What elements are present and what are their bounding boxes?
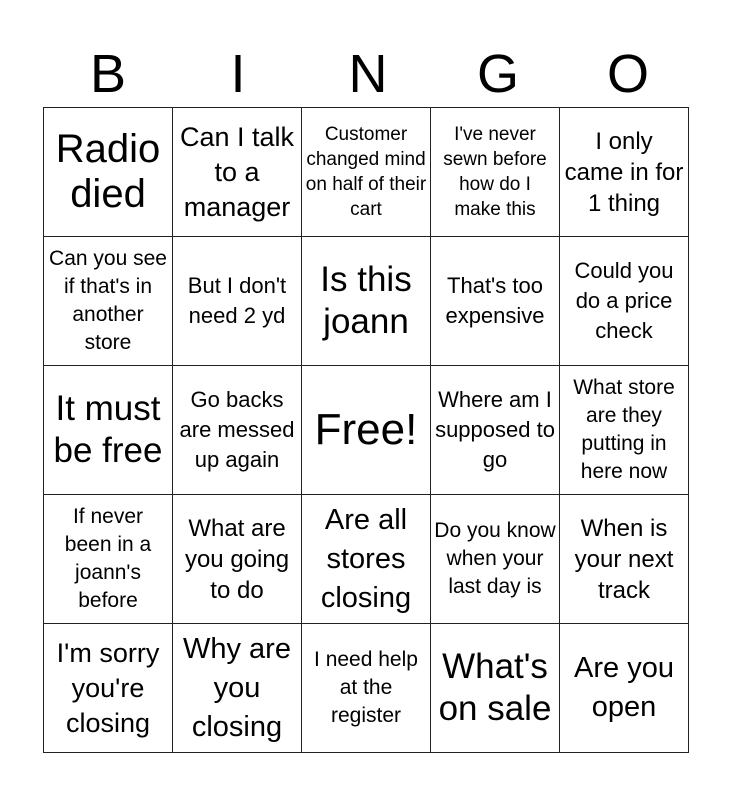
cell-text: I only came in for 1 thing <box>564 127 684 217</box>
board-row <box>44 495 689 624</box>
bingo-cell[interactable] <box>173 495 302 624</box>
bingo-cell[interactable] <box>173 108 302 237</box>
cell-text: I'm sorry you're closing <box>56 637 160 738</box>
cell-text: If never been in a joann's before <box>64 505 152 612</box>
bingo-cell[interactable] <box>560 624 689 753</box>
bingo-cell[interactable] <box>302 624 431 753</box>
header-letter-i: I <box>230 44 246 104</box>
cell-text: Are all stores closing <box>320 503 412 614</box>
cell-text: I've never sewn before how do I make this <box>443 124 547 220</box>
bingo-cell[interactable] <box>431 366 560 495</box>
header-letter-o: O <box>606 44 649 104</box>
bingo-cell[interactable] <box>431 624 560 753</box>
cell-text: What's on sale <box>438 647 552 728</box>
board-row <box>44 624 689 753</box>
free-space-cell[interactable] <box>302 366 431 495</box>
cell-text: Why are you closing <box>183 632 291 743</box>
cell-text: Radio died <box>55 127 161 216</box>
cell-text: Could you do a price check <box>574 258 674 343</box>
bingo-cell[interactable] <box>173 366 302 495</box>
cell-text: When is your next track <box>574 514 674 604</box>
bingo-cell[interactable] <box>173 624 302 753</box>
bingo-cell[interactable] <box>44 624 173 753</box>
cell-text: Are you open <box>574 652 674 723</box>
board-row <box>44 237 689 366</box>
bingo-cell[interactable] <box>431 108 560 237</box>
board-row <box>44 366 689 495</box>
bingo-cell[interactable] <box>431 237 560 366</box>
bingo-cell[interactable] <box>302 237 431 366</box>
cell-text: Do you know when your last day is <box>434 519 556 598</box>
bingo-cell[interactable] <box>302 495 431 624</box>
bingo-cell[interactable] <box>560 108 689 237</box>
cell-text: It must be free <box>53 389 163 470</box>
cell-text: Where am I supposed to go <box>435 387 555 472</box>
bingo-cell[interactable] <box>560 237 689 366</box>
cell-text: That's too expensive <box>445 273 545 328</box>
bingo-cell[interactable] <box>173 237 302 366</box>
bingo-board <box>43 107 689 753</box>
bingo-cell[interactable] <box>44 237 173 366</box>
cell-text: Customer changed mind on half of their cart <box>305 124 427 220</box>
free-space-text: Free! <box>314 405 418 454</box>
cell-text: But I don't need 2 yd <box>187 273 287 328</box>
cell-text: I need help at the register <box>314 648 418 727</box>
cell-text: Can you see if that's in another store <box>49 247 167 354</box>
bingo-cell[interactable] <box>302 108 431 237</box>
bingo-cell[interactable] <box>431 495 560 624</box>
cell-text: Can I talk to a manager <box>179 121 295 222</box>
bingo-cell[interactable] <box>560 366 689 495</box>
header-letter-b: B <box>89 44 127 104</box>
cell-text: Go backs are messed up again <box>179 387 295 472</box>
cell-text: What store are they putting in here now <box>573 376 675 483</box>
bingo-cell[interactable] <box>44 366 173 495</box>
bingo-cell[interactable] <box>44 108 173 237</box>
cell-text: What are you going to do <box>184 514 290 604</box>
cell-text: Is this joann <box>320 260 412 341</box>
header-letter-g: G <box>476 44 519 104</box>
header-letter-n: N <box>348 44 388 104</box>
bingo-cell[interactable] <box>44 495 173 624</box>
bingo-cell[interactable] <box>560 495 689 624</box>
bingo-header <box>43 40 693 108</box>
board-row <box>44 108 689 237</box>
